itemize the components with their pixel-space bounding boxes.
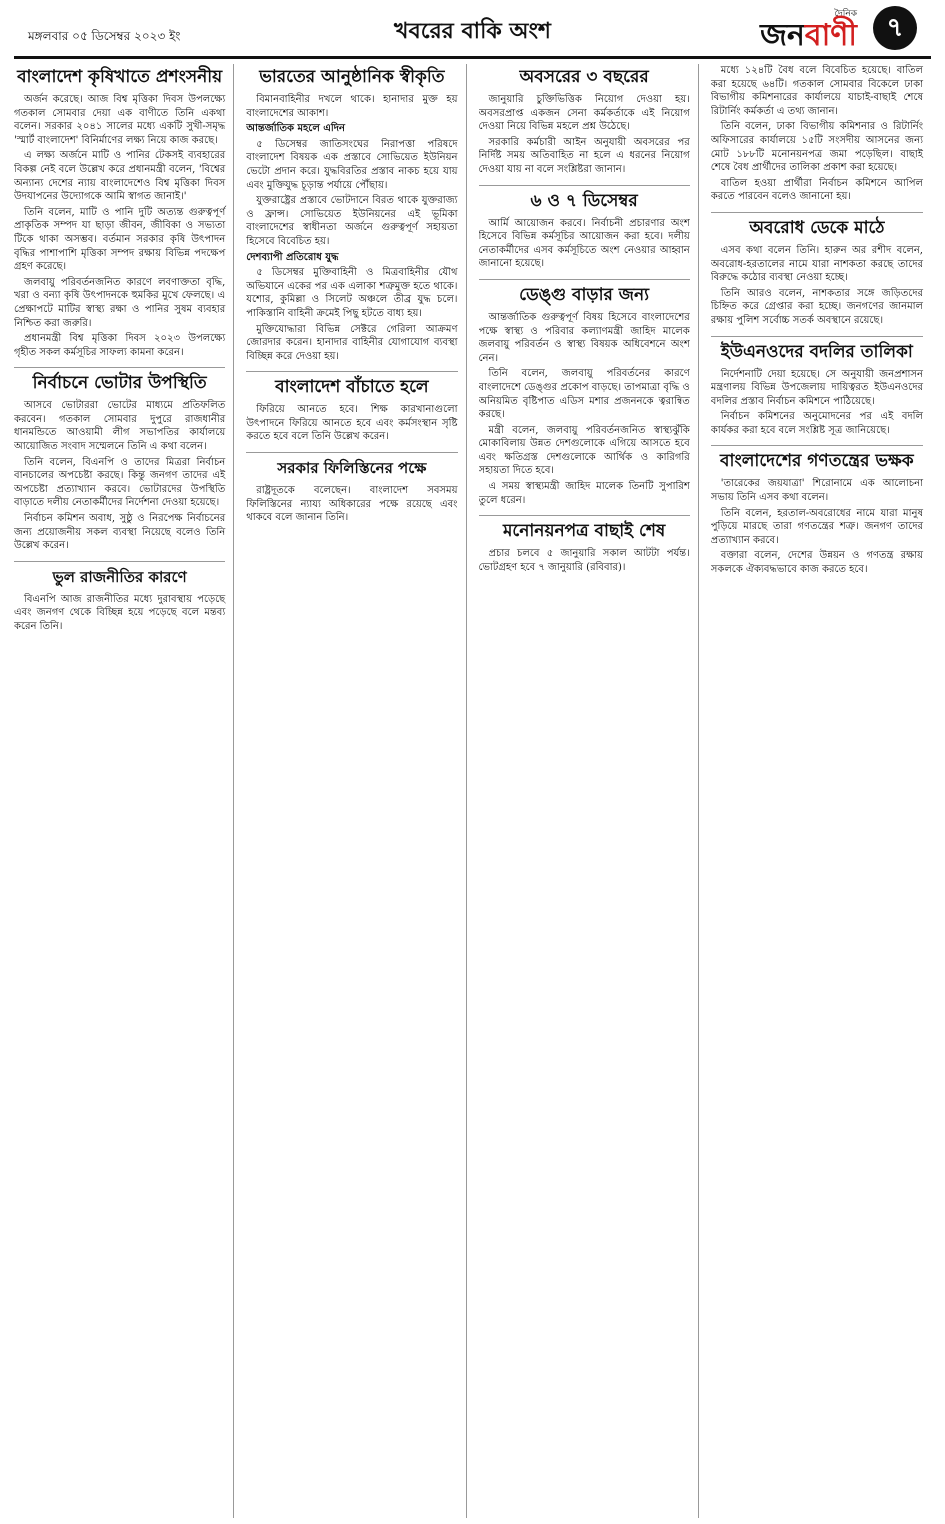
article-body <box>711 244 923 328</box>
divider <box>479 515 690 516</box>
article-headline: ভুল রাজনীতির কারণে <box>52 567 187 586</box>
article-headline: বাংলাদেশ বাঁচাতে হলে <box>275 377 429 398</box>
divider <box>14 561 225 562</box>
publication-date: মঙ্গলবার ০৫ ডিসেম্বর ২০২৩ ইং <box>28 29 181 43</box>
column-2 <box>246 64 466 1518</box>
article-palestine <box>246 459 457 525</box>
article-blockade <box>711 219 923 328</box>
article-paragraph: ৫ ডিসেম্বর জাতিসংঘের নিরাপত্তা পরিষদে বাংলাদেশ বিষয়ক এক প্রস্তাবে সোভিয়েত ইউনিয়ন ভেটো প্রদান করে। যুদ্ধবিরতির প্রস্তাব নাকচ হয়ে যায় এবং মুক্তিযুদ্ধ চূড়ান্ত পর্যায়ে পৌঁছায়। <box>246 138 458 191</box>
divider <box>246 452 457 453</box>
logo-tagline: দৈনিক <box>834 9 857 19</box>
article-paragraph: নির্বাচন কমিশন অবাধ, সুষ্ঠু ও নিরপেক্ষ নির্বাচনের জন্য প্রয়োজনীয় সকল ব্যবস্থা নিয়েছে বলেও তিনি উল্লেখ করেন। <box>14 513 226 552</box>
article-paragraph: বাতিল হওয়া প্রার্থীরা নির্বাচন কমিশনে আপিল করতে পারবেন বলেও জানানো হয়। <box>710 177 923 203</box>
article-subheading: আন্তর্জাতিক মহলে এদিন <box>246 123 345 135</box>
article-body <box>479 547 690 574</box>
article-paragraph: অর্জন করেছে। আজ বিশ্ব মৃত্তিকা দিবস উপলক্ষ্যে গতকাল সোমবার দেয়া এক বাণীতে তিনি একথা বলেন। সরকার ২০৪১ সালের মধ্যে একটি সুখী-সমৃদ্ধ 'স্মার্ট বাংলাদেশ' বিনির্মাণের লক্ষ্য নিয়ে কাজ করছে। <box>14 94 226 146</box>
article-paragraph: মন্ত্রী বলেন, জলবায়ু পরিবর্তনজনিত স্বাস্থ্যঝুঁকি মোকাবিলায় উন্নত দেশগুলোকে এগিয়ে আসতে হবে এবং ক্ষতিগ্রস্ত দেশগুলোকে আর্থিক ও কারিগরি সহায়তা দিতে হবে। <box>478 424 690 477</box>
article-headline: মনোনয়নপত্র বাছাই শেষ <box>502 521 666 542</box>
article-paragraph: প্রচার চলবে ৫ জানুয়ারি সকাল আটটা পর্যন্ত। ভোটগ্রহণ হবে ৭ জানুয়ারি (রবিবার)। <box>478 548 690 573</box>
column-3 <box>479 64 699 1518</box>
article-headline: ইউএনওদের বদলির তালিকা <box>720 341 913 362</box>
article-body <box>246 93 457 363</box>
logo-name <box>760 18 857 53</box>
article-dengue <box>479 286 690 507</box>
article-body <box>711 477 923 576</box>
article-headline: সরকার ফিলিস্তিনের পক্ষে <box>277 459 427 478</box>
article-paragraph: আন্তর্জাতিক গুরুত্বপূর্ণ বিষয় হিসেবে বাংলাদেশের পক্ষে স্বাস্থ্য ও পরিবার কল্যাণমন্ত্রী জাহিদ মালেক জলবায়ু পরিবর্তন ও স্বাস্থ্য বিষয়ক অধিবেশনে অংশ নেন। <box>478 311 690 364</box>
article-democracy <box>711 452 923 576</box>
article-paragraph: তিনি বলেন, ঢাকা বিভাগীয় কমিশনার ও রিটার্নিং অফিসারের কার্যালয়ে ১৫টি সংসদীয় আসনের জন্য মোট ১৮৮টি মনোনয়নপত্র জমা পড়েছিল। বাছাই শেষে বৈধ প্রার্থীদের তালিকা প্রকাশ করা হয়েছে। <box>710 121 923 174</box>
article-voter-turnout <box>14 374 225 553</box>
article-paragraph: এ সময় স্বাস্থ্যমন্ত্রী জাহিদ মালেক তিনটি সুপারিশ তুলে ধরেন। <box>478 481 690 506</box>
article-headline: নির্বাচনে ভোটার উপস্থিতি <box>32 373 207 394</box>
article-paragraph: এসব কথা বলেন তিনি। হারুন অর রশীদ বলেন, অবরোধ-হরতালের নামে যারা নাশকতা করছে তাদের বিরুদ্ধে কঠোর ব্যবস্থা নেওয়া হচ্ছে। <box>710 244 923 284</box>
article-paragraph: যুক্তরাষ্ট্রের প্রস্তাবে ভোটদানে বিরত থাকে যুক্তরাজ্য ও ফ্রান্স। সোভিয়েত ইউনিয়নের এই ভূমিকা বাংলাদেশের স্বাধীনতা অর্জনে গুরুত্বপূর্ণ সহায়তা হিসেবে বিবেচিত হয়। <box>246 195 458 247</box>
article-body <box>479 93 690 177</box>
article-paragraph: তিনি বলেন, হরতাল-অবরোধের নামে যারা মানুষ পুড়িয়ে মারছে তারা গণতন্ত্রের শত্রু। জনগণ তাদের প্রত্যাখ্যান করবে। <box>710 507 923 546</box>
article-columns <box>14 64 931 1518</box>
article-body <box>711 64 923 204</box>
article-paragraph: বক্তারা বলেন, দেশের উন্নয়ন ও গণতন্ত্র রক্ষায় সকলকে ঐক্যবদ্ধভাবে কাজ করতে হবে। <box>710 550 923 576</box>
article-retirement <box>479 68 690 177</box>
article-paragraph: ফিরিয়ে আনতে হবে। শিক্ষ কারখানাগুলো উৎপাদনে ফিরিয়ে আনতে হবে এবং কর্মসংস্থান সৃষ্টি করতে হবে বলে তিনি উল্লেখ করেন। <box>246 404 458 443</box>
article-body <box>246 484 457 525</box>
article-headline: বাংলাদেশ কৃষিখাতে প্রশংসনীয় <box>17 67 223 87</box>
article-subheading: দেশব্যাপী প্রতিরোধ যুদ্ধ <box>246 251 339 263</box>
article-paragraph: তিনি আরও বলেন, নাশকতার সঙ্গে জড়িতদের চিহ্নিত করে গ্রেপ্তার করা হচ্ছে। জনগণের জানমাল রক্ষায় পুলিশ সর্বোচ্চ সতর্ক অবস্থানে রয়েছে। <box>710 287 923 326</box>
logo-part-1: জন <box>760 18 805 53</box>
article-paragraph: নির্দেশনাটি দেয়া হয়েছে। সে অনুযায়ী জনপ্রশাসন মন্ত্রণালয় বিভিন্ন উপজেলায় দায়িত্বরত ইউএনওদের বদলির প্রস্তাব নির্বাচন কমিশনে পাঠিয়েছে। <box>710 368 923 407</box>
article-paragraph: তিনি বলেন, মাটি ও পানি দুটি অত্যন্ত গুরুত্বপূর্ণ প্রাকৃতিক সম্পদ যা ছাড়া জীবন, জীবিকা ও সভ্যতা টিকে থাকা অসম্ভব। বর্তমান সরকার কৃষি উৎপাদন বৃদ্ধির পাশাপাশি মৃত্তিকা সম্পদ রক্ষায় বিভিন্ন পদক্ষেপ গ্রহণ করেছে। <box>14 206 226 273</box>
newspaper-logo <box>760 6 857 51</box>
article-paragraph: তিনি বলেন, বিএনপি ও তাদের মিত্ররা নির্বাচন বানচালের অপচেষ্টা করছে। কিন্তু জনগণ তাদের এই অপচেষ্টা প্রত্যাখ্যান করবে। ভোটারদের উপস্থিতি বাড়াতে দলীয় নেতাকর্মীদের নির্দেশনা দেওয়া হয়েছে। <box>14 456 226 509</box>
column-1 <box>14 64 234 1518</box>
article-paragraph: 'তারেকের জয়যাত্রা' শিরোনামে এক আলোচনা সভায় তিনি এসব কথা বলেন। <box>710 478 923 504</box>
article-paragraph: সরকারি কর্মচারী আইন অনুযায়ী অবসরের পর নির্দিষ্ট সময় অতিবাহিত না হলে এ ধরনের নিয়োগ দেওয়া যায় না বলে সংশ্লিষ্টরা জানান। <box>478 136 690 175</box>
article-body <box>479 217 690 271</box>
article-headline: ভারতের আনুষ্ঠানিক স্বীকৃতি <box>259 67 445 87</box>
masthead <box>14 0 931 59</box>
column-4 <box>711 64 931 1518</box>
article-uno-transfer <box>711 343 923 438</box>
article-agriculture <box>14 68 225 359</box>
page-number: ৭ <box>873 6 917 50</box>
article-paragraph: বিমানবাহিনীর দখলে থাকে। হানাদার মুক্ত হয় বাংলাদেশের আকাশ। <box>246 94 458 119</box>
article-paragraph: বিএনপি আজ রাজনীতির মধ্যে দুরাবস্থায় পড়েছে এবং জনগণ থেকে বিচ্ছিন্ন হয়ে পড়েছে বলে মন্তব্য করেন তিনি। <box>14 593 226 632</box>
article-headline: অবসরের ৩ বছরের <box>519 67 649 87</box>
article-paragraph: নির্বাচন কমিশনের অনুমোদনের পর এই বদলি কার্যকর করা হবে বলে সংশ্লিষ্ট সূত্র জানিয়েছে। <box>710 411 923 436</box>
article-nomination-review <box>479 522 690 574</box>
article-body <box>14 399 225 553</box>
divider <box>479 185 690 186</box>
article-paragraph: আসবে ভোটাররা ভোটের মাধ্যমে প্রতিফলিত করবেন। গতকাল সোমবার দুপুরে রাজধানীর ধানমন্ডিতে আওয়ামী লীগ সভাপতির কার্যালয়ে আয়োজিত সংবাদ সম্মেলনে তিনি এ কথা বলেন। <box>14 400 226 453</box>
article-save-bangladesh <box>246 378 457 444</box>
article-paragraph: প্রধানমন্ত্রী বিশ্ব মৃত্তিকা দিবস ২০২৩ উপলক্ষ্যে গৃহীত সকল কর্মসূচির সাফল্য কামনা করেন। <box>14 333 226 358</box>
article-nomination-continued <box>711 64 923 204</box>
article-india-recognition <box>246 68 457 363</box>
article-paragraph: জলবায়ু পরিবর্তনজনিত কারণে লবণাক্ততা বৃদ্ধি, খরা ও বন্যা কৃষি উৎপাদনকে হুমকির মুখে ফেলছে। এ প্রেক্ষাপটে মাটির স্বাস্থ্য রক্ষা ও পানির সুষম ব্যবহার নিশ্চিত করা জরুরি। <box>14 276 226 329</box>
section-title: খবরের বাকি অংশ <box>394 19 551 44</box>
divider <box>711 445 923 446</box>
article-body <box>479 311 690 507</box>
article-paragraph: ৫ ডিসেম্বর মুক্তিবাহিনী ও মিত্রবাহিনীর যৌথ অভিযানে একের পর এক এলাকা শত্রুমুক্ত হতে থাকে। যশোর, কুমিল্লা ও সিলেট অঞ্চলে তীব্র যুদ্ধ চলে। পাকিস্তানি বাহিনী ক্রমেই পিছু হটতে বাধ্য হয়। <box>246 267 458 319</box>
article-december-6-7 <box>479 192 690 271</box>
article-body <box>14 93 225 359</box>
divider <box>246 371 457 372</box>
article-wrong-politics <box>14 568 225 634</box>
article-body <box>711 368 923 438</box>
article-paragraph: তিনি বলেন, জলবায়ু পরিবর্তনের কারণে বাংলাদেশে ডেঙ্গুর প্রকোপ বাড়ছে। তাপমাত্রা বৃদ্ধি ও অনিয়মিত বৃষ্টিপাত এডিস মশার প্রজননকে ত্বরান্বিত করছে। <box>478 368 690 421</box>
divider <box>711 336 923 337</box>
divider <box>479 279 690 280</box>
article-paragraph: আর্মি আয়োজন করবে। নির্বাচনী প্রচারণার অংশ হিসেবে বিভিন্ন কর্মসূচির আয়োজন করা হবে। দলীয় নেতাকর্মীদের এসব কর্মসূচিতে অংশ নেওয়ার আহ্বান জানানো হয়েছে। <box>478 217 690 270</box>
logo-part-2: বাণী <box>804 18 857 53</box>
article-paragraph: জানুয়ারি চুক্তিভিত্তিক নিয়োগ দেওয়া হয়। অবসরপ্রাপ্ত একজন সেনা কর্মকর্তাকে এই নিয়োগ দেওয়া নিয়ে বিভিন্ন মহলে প্রশ্ন উঠেছে। <box>478 94 690 133</box>
article-body <box>14 593 225 634</box>
article-paragraph: রাষ্ট্রদূতকে বলেছেন। বাংলাদেশ সবসময় ফিলিস্তিনের ন্যায্য অধিকারের পক্ষে রয়েছে এবং থাকবে বলে জানান তিনি। <box>246 485 458 524</box>
divider <box>711 212 923 213</box>
article-headline: অবরোধ ডেকে মাঠে <box>749 217 885 238</box>
article-headline: বাংলাদেশের গণতন্ত্রের ভক্ষক <box>720 451 914 472</box>
article-body <box>246 403 457 444</box>
article-paragraph: মুক্তিযোদ্ধারা বিভিন্ন সেক্টরে গেরিলা আক্রমণ জোরদার করেন। হানাদার বাহিনীর যোগাযোগ ব্যবস্থা বিচ্ছিন্ন করে দেওয়া হয়। <box>246 323 458 362</box>
article-headline: ৬ ও ৭ ডিসেম্বর <box>530 190 638 211</box>
article-paragraph: এ লক্ষ্য অর্জনে মাটি ও পানির টেকসই ব্যবহারের বিকল্প নেই বলে উল্লেখ করে প্রধানমন্ত্রী বলেন, 'বিশ্বের অন্যান্য দেশের ন্যায় বাংলাদেশেও বিশ্ব মৃত্তিকা দিবস উদযাপনের উদ্যোগকে আমি স্বাগত জানাই।' <box>14 150 226 203</box>
article-paragraph: মধ্যে ১২৪টি বৈধ বলে বিবেচিত হয়েছে। বাতিল করা হয়েছে ৬৪টি। গতকাল সোমবার বিকেলে ঢাকা বিভাগীয় কমিশনারের কার্যালয়ে যাচাই-বাছাই শেষে রিটার্নিং কর্মকর্তা এ তথ্য জানান। <box>710 65 923 117</box>
divider <box>14 367 225 368</box>
article-headline: ডেঙ্গু বাড়ার জন্য <box>519 284 650 305</box>
